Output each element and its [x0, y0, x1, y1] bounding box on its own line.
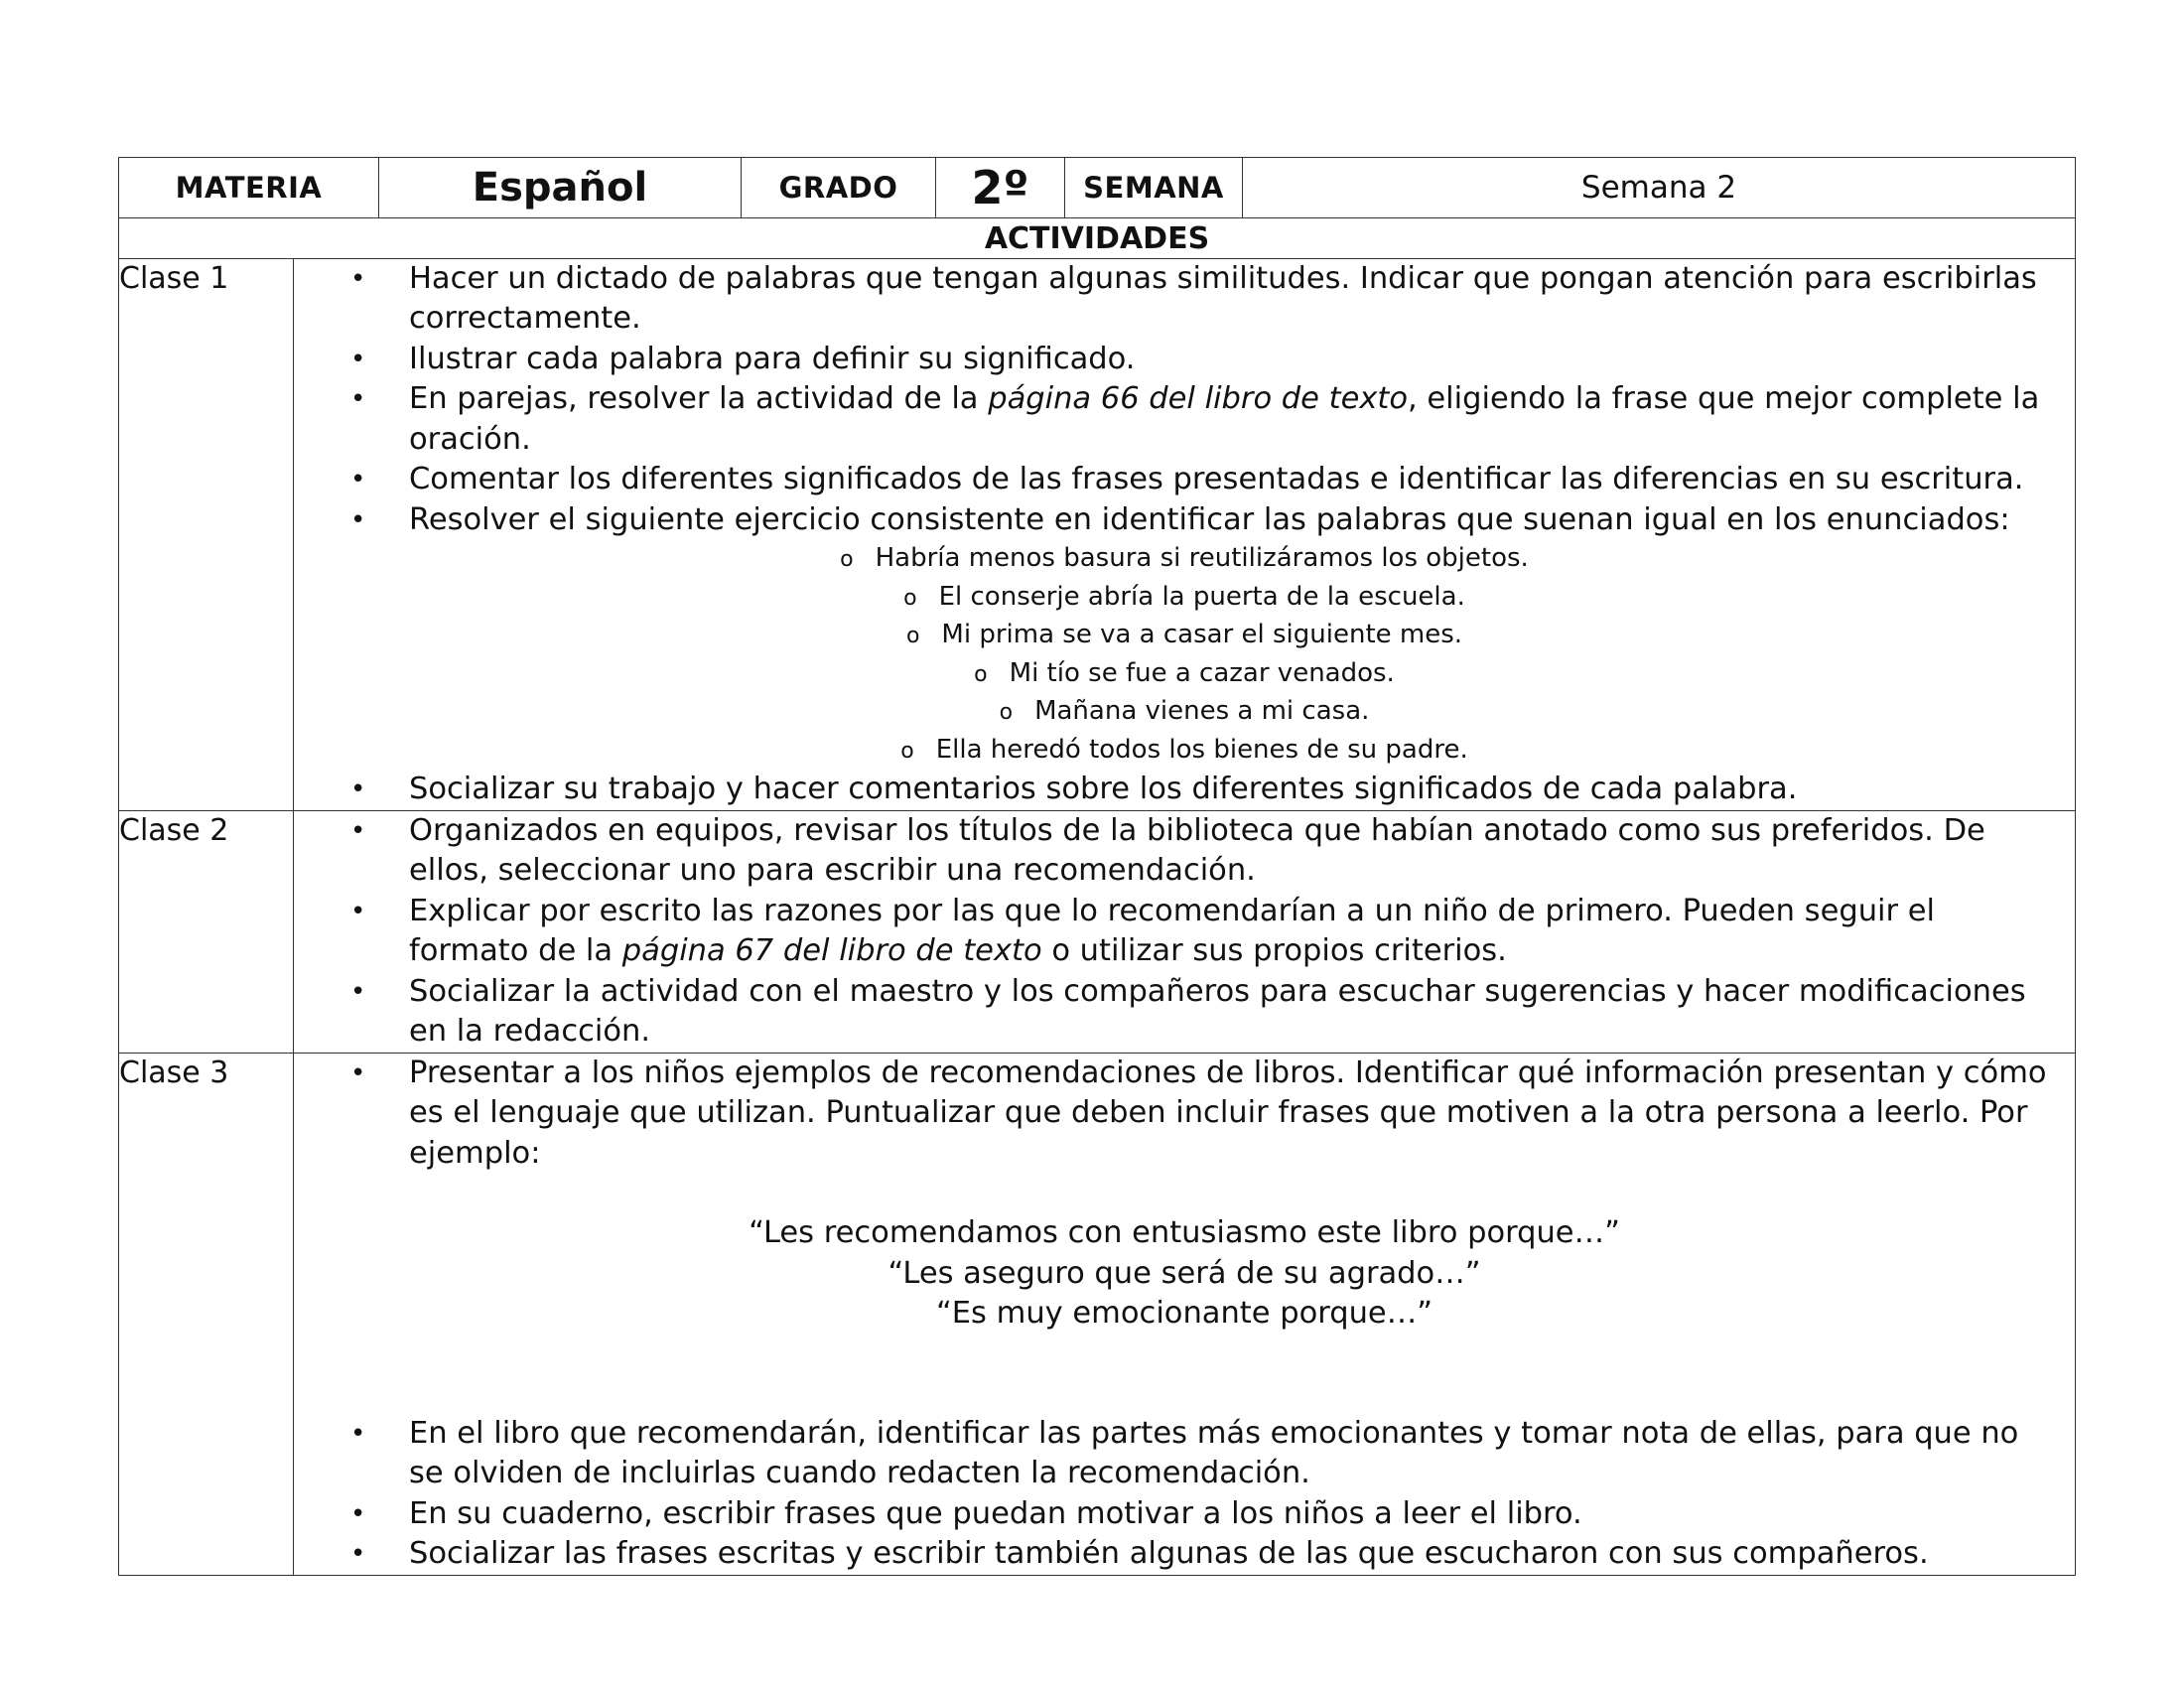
- example-sentence: o Mi prima se va a casar el siguiente mes.: [905, 620, 1463, 649]
- bullet-dot-icon: •: [350, 896, 366, 926]
- activity-item: • Comentar los diferentes significados de las frases presentadas e identificar las diferencias en su escritura.: [294, 460, 2075, 500]
- semana-value: Semana 2: [1243, 158, 2076, 218]
- class-activities: [294, 810, 2076, 1053]
- activity-item: • En su cuaderno, escribir frases que puedan motivar a los niños a leer el libro.: [294, 1494, 2075, 1535]
- activity-item: • Socializar la actividad con el maestro y los compañeros para escuchar sugerencias y hacer modificaciones en la redacción.: [350, 973, 2026, 1049]
- hollow-circle-icon: o: [999, 700, 1014, 725]
- bullet-dot-icon: •: [350, 384, 366, 414]
- bullet-dot-icon: •: [350, 1057, 366, 1088]
- lesson-plan-sheet: [118, 157, 2075, 1576]
- bullet-dot-icon: •: [350, 774, 366, 804]
- activity-item: • Resolver el siguiente ejercicio consistente en identificar las palabras que suenan igual en los enunciados:: [294, 500, 2075, 541]
- hollow-circle-icon: o: [840, 547, 854, 572]
- bullet-dot-icon: •: [350, 504, 366, 535]
- activity-item: • Presentar a los niños ejemplos de recomendaciones de libros. Identificar qué información presentan y cómo es el lenguaje que utilizan. Puntualizar que deben incluir frases que motiven a la otra persona a leerlo. Por ejemplo:: [350, 1055, 2047, 1171]
- example-quotes: [294, 1174, 2075, 1414]
- header-table: [118, 157, 2076, 259]
- textbook-reference: página 67 del libro de texto: [621, 933, 1042, 968]
- grado-label: GRADO: [742, 158, 936, 218]
- example-sentence: o El conserje abría la puerta de la escuela.: [903, 581, 1465, 612]
- actividades-heading: ACTIVIDADES: [119, 218, 2076, 259]
- bullet-dot-icon: •: [350, 976, 366, 1007]
- example-quote: “Les aseguro que será de su agrado…”: [887, 1255, 1481, 1291]
- activity-item: • Ilustrar cada palabra para definir su significado.: [294, 340, 2075, 380]
- textbook-reference: página 66 del libro de texto: [988, 381, 1409, 416]
- class-name: Clase 3: [119, 1053, 294, 1575]
- bullet-dot-icon: •: [350, 1418, 366, 1449]
- activity-item: • Explicar por escrito las razones por las que lo recomendarían a un niño de primero. Pueden seguir el formato de la página 67 del libro de texto o utilizar sus propios criterios.: [350, 893, 1935, 968]
- example-sentences: [294, 540, 2075, 770]
- hollow-circle-icon: o: [974, 661, 988, 687]
- activity-item: • Hacer un dictado de palabras que tengan algunas similitudes. Indicar que pongan atención para escribirlas correctamente.: [350, 260, 2037, 336]
- activity-item: • Organizados en equipos, revisar los títulos de la biblioteca que habían anotado como sus preferidos. De ellos, seleccionar uno para escribir una recomendación.: [350, 812, 1985, 888]
- class-name: Clase 1: [119, 258, 294, 810]
- example-sentence: o Ella heredó todos los bienes de su padre.: [900, 734, 1468, 765]
- example-quote: “Es muy emocionante porque…”: [935, 1296, 1433, 1331]
- class-name: Clase 2: [119, 810, 294, 1053]
- example-quote: “Les recomendamos con entusiasmo este libro porque…”: [749, 1215, 1620, 1250]
- activity-item: • En el libro que recomendarán, identificar las partes más emocionantes y tomar nota de ellas, para que no se olviden de incluirlas cuando redacten la recomendación.: [350, 1415, 2019, 1490]
- bullet-dot-icon: •: [350, 465, 366, 494]
- semana-label: SEMANA: [1065, 158, 1243, 218]
- class-activities: [294, 258, 2076, 810]
- hollow-circle-icon: o: [903, 585, 917, 611]
- classes-table: [118, 258, 2076, 1576]
- class-activities: [294, 1053, 2076, 1575]
- hollow-circle-icon: o: [900, 738, 914, 764]
- example-sentence: o Habría menos basura si reutilizáramos los objetos.: [840, 543, 1529, 573]
- example-sentence: o Mañana vienes a mi casa.: [999, 696, 1370, 726]
- materia-value: Español: [379, 158, 742, 218]
- bullet-dot-icon: •: [350, 1498, 366, 1529]
- materia-label: MATERIA: [119, 158, 379, 218]
- activity-item: • Socializar su trabajo y hacer comentarios sobre los diferentes significados de cada palabra.: [294, 770, 2075, 810]
- hollow-circle-icon: o: [905, 624, 920, 648]
- bullet-dot-icon: •: [350, 1539, 366, 1569]
- bullet-dot-icon: •: [350, 263, 366, 294]
- class-row-3: [119, 1053, 2076, 1575]
- grado-value: 2º: [936, 158, 1065, 218]
- example-sentence: o Mi tío se fue a cazar venados.: [974, 657, 1395, 688]
- activity-item: • En parejas, resolver la actividad de la página 66 del libro de texto, eligiendo la frase que mejor complete la oración.: [350, 381, 2040, 457]
- activity-item: • Socializar las frases escritas y escribir también algunas de las que escucharon con sus compañeros.: [294, 1534, 2075, 1575]
- bullet-dot-icon: •: [350, 344, 366, 374]
- class-row-1: [119, 258, 2076, 810]
- bullet-dot-icon: •: [350, 815, 366, 846]
- class-row-2: [119, 810, 2076, 1053]
